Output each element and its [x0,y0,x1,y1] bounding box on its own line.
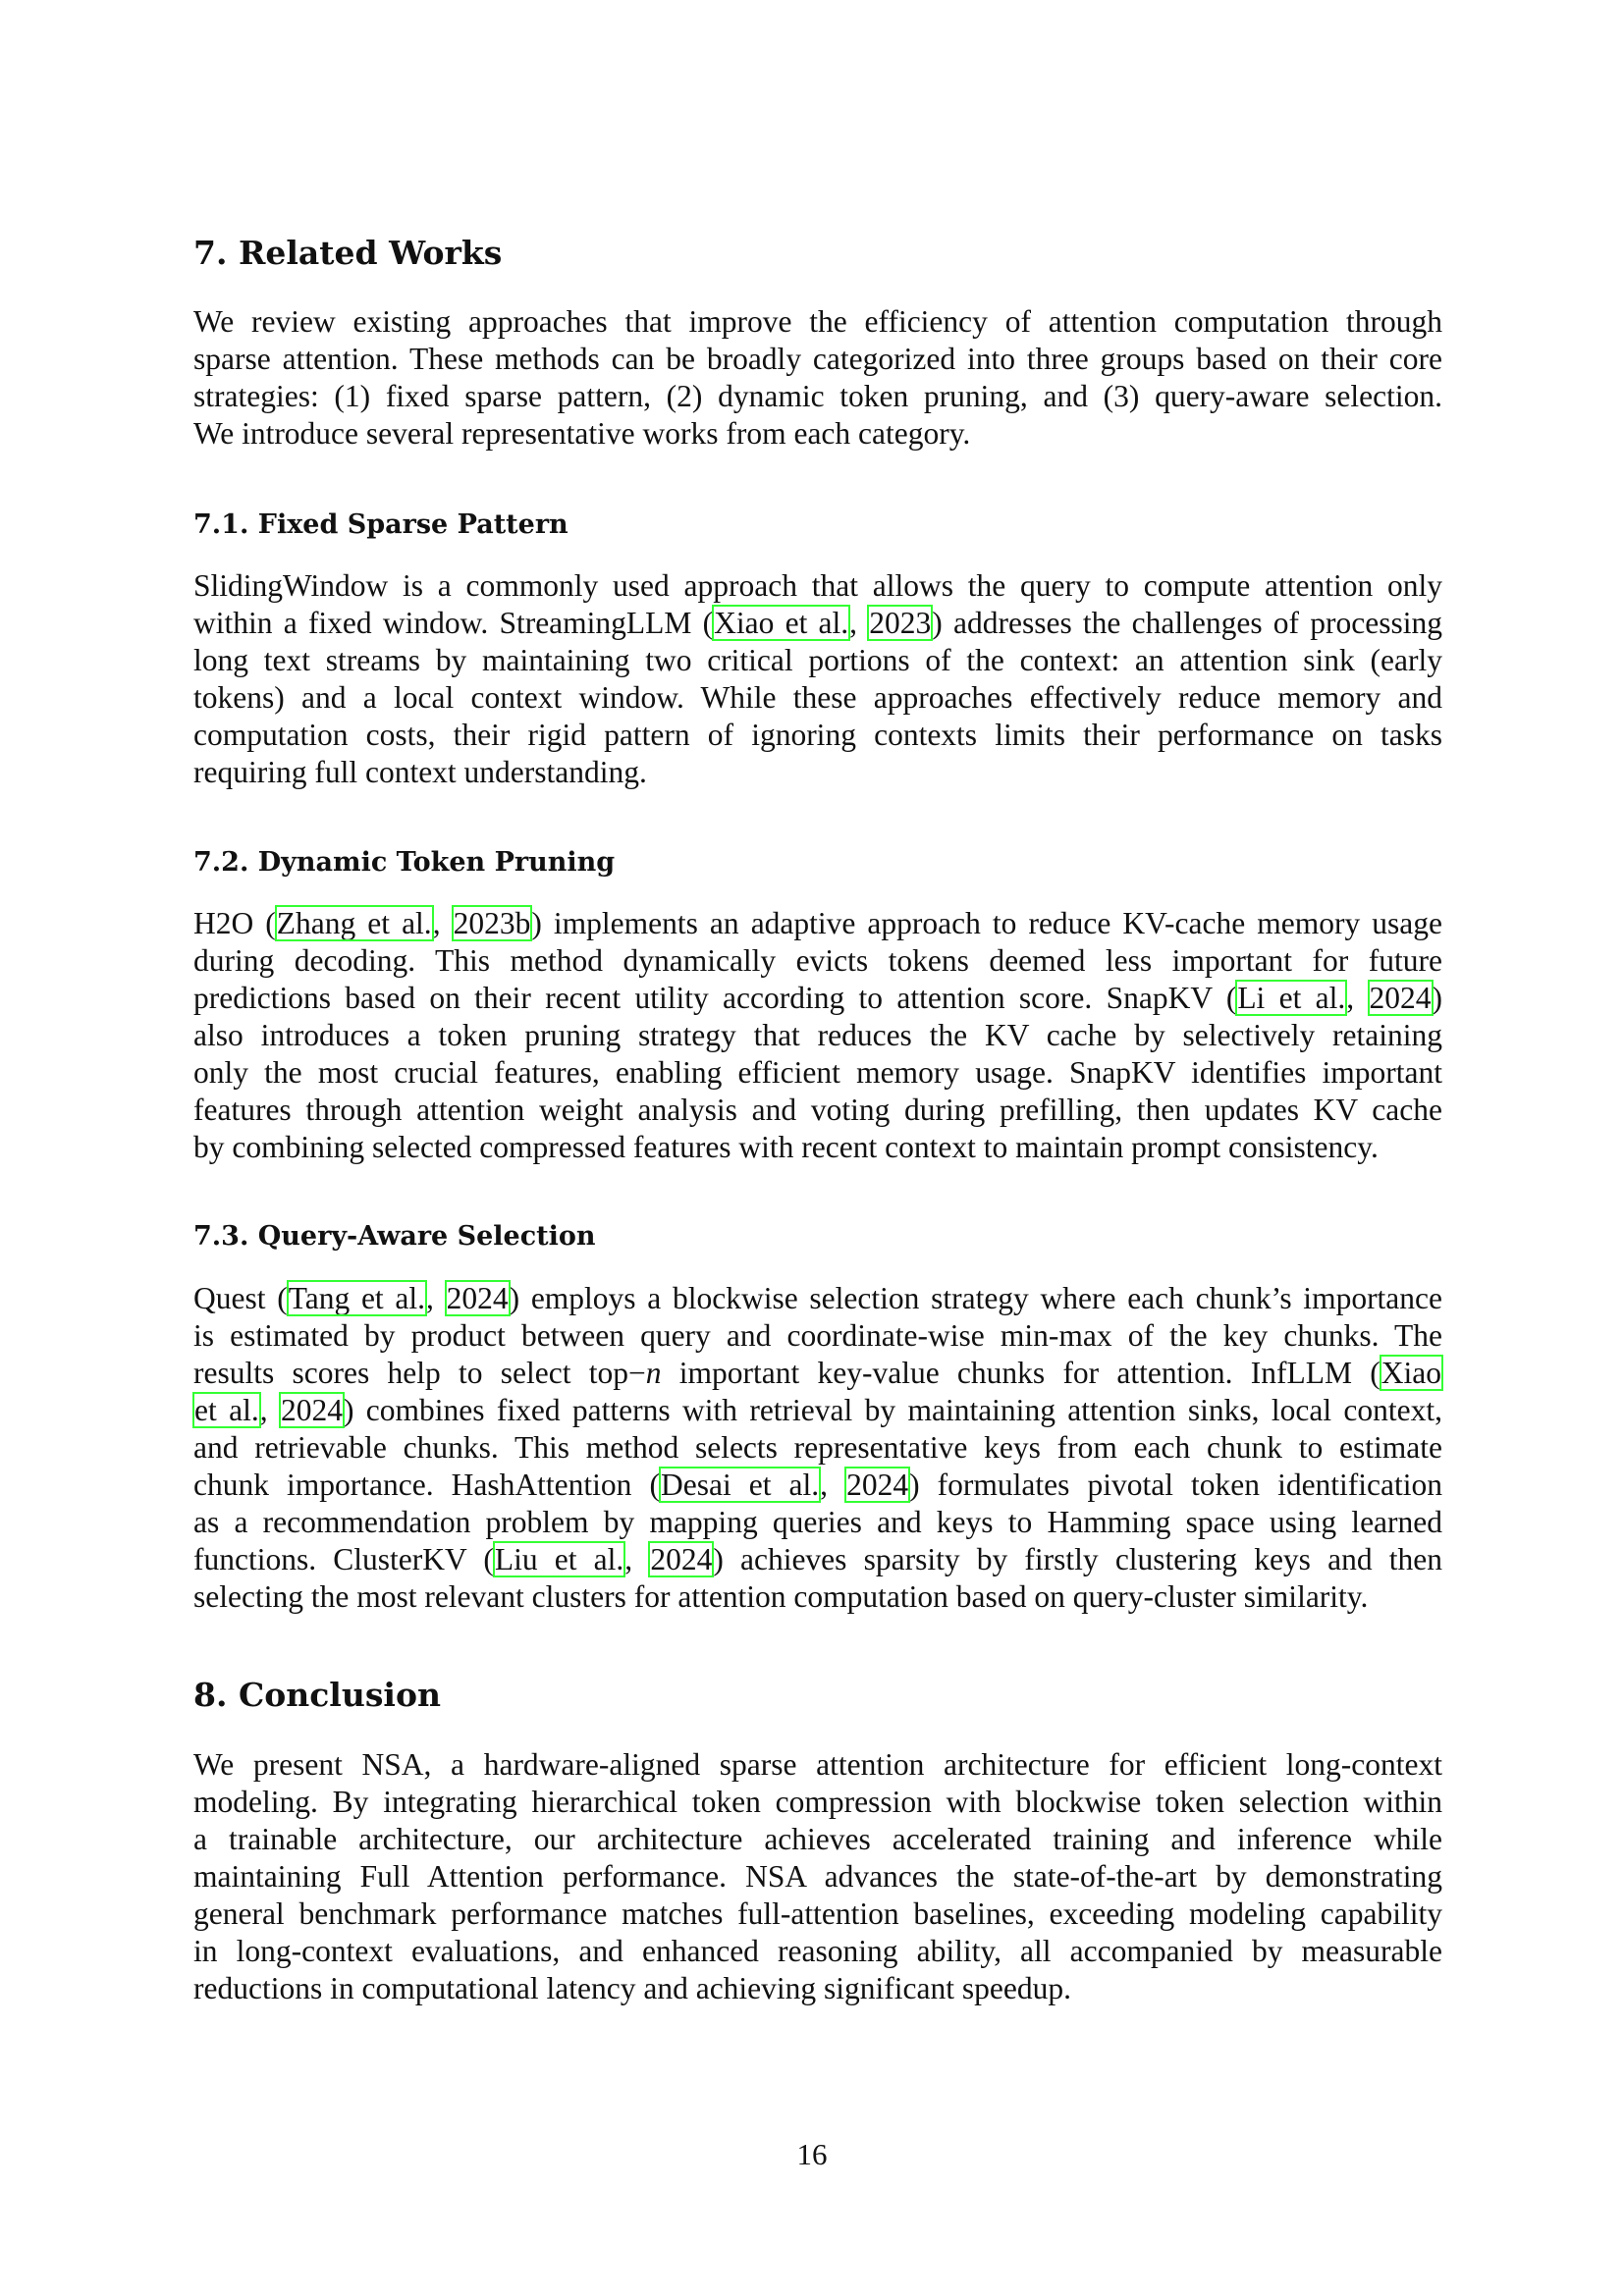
text-span: during decoding. This method dynamically evicts tokens deemed less important for future [193,943,1442,978]
text-span: a trainable architecture, our architecture achieves accelerated training and inference while [193,1822,1442,1856]
text-span: as a recommendation problem by mapping queries and keys to Hamming space using learned [193,1505,1442,1539]
text-span: important key-value chunks for attention. InfLLM ( [661,1356,1380,1390]
text-line [193,679,1442,717]
citation-year-link[interactable]: 2024 [846,1468,909,1502]
text-span: in long-context evaluations, and enhanced reasoning ability, all accompanied by measurable [193,1934,1442,1968]
text-span: general benchmark performance matches full-attention baselines, exceeding modeling capability [193,1896,1442,1931]
text-span: results scores help to select top− [193,1356,646,1390]
text-line [193,980,1442,1017]
subsection-heading-fixed-sparse-pattern: 7.1. Fixed Sparse Pattern [193,509,568,540]
text-span: We introduce several representative works from each category. [193,416,971,451]
paragraph-fixed-sparse-pattern [193,567,1442,791]
text-span: chunk importance. HashAttention ( [193,1468,660,1502]
text-line [193,905,1442,942]
text-span: , [426,1281,446,1315]
section-heading-conclusion: 8. Conclusion [193,1676,441,1714]
text-line [193,415,1442,453]
citation-year-link[interactable]: 2024 [650,1542,713,1576]
text-span: only the most crucial features, enabling efficient memory usage. SnapKV identifies important [193,1055,1442,1090]
text-span: tokens) and a local context window. While these approaches effectively reduce memory and [193,680,1442,715]
text-line [193,303,1442,341]
text-line [193,1578,1442,1616]
text-line [193,1054,1442,1092]
text-span: selecting the most relevant clusters for attention computation based on query-cluster similarity. [193,1579,1369,1614]
citation-link[interactable]: Liu et al. [494,1542,624,1576]
text-span: predictions based on their recent utility according to attention score. SnapKV ( [193,981,1237,1015]
text-span: Quest ( [193,1281,288,1315]
text-span: ) [1432,981,1442,1015]
text-span: ) implements an adaptive approach to reduce KV-cache memory usage [531,906,1442,940]
text-span: strategies: (1) fixed sparse pattern, (2) dynamic token pruning, and (3) query-aware selection. [193,379,1442,413]
text-line [193,1429,1442,1467]
text-span: is estimated by product between query and coordinate-wise min-max of the key chunks. The [193,1318,1442,1353]
text-line [193,1933,1442,1970]
text-span: , [624,1542,650,1576]
citation-year-link[interactable]: 2024 [1369,981,1432,1015]
text-line [193,754,1442,791]
text-line [193,1504,1442,1541]
text-line [193,1129,1442,1166]
paragraph-dynamic-token-pruning [193,905,1442,1166]
paragraph-query-aware-selection [193,1280,1442,1616]
text-line [193,1017,1442,1054]
citation-year-link[interactable]: 2024 [280,1393,343,1427]
text-span: We present NSA, a hardware-aligned sparse attention architecture for efficient long-context [193,1747,1442,1782]
text-span: , [820,1468,846,1502]
subsection-heading-dynamic-token-pruning: 7.2. Dynamic Token Pruning [193,847,616,878]
text-line [193,1280,1442,1317]
text-span: ) addresses the challenges of processing [932,606,1442,640]
section-heading-related-works: 7. Related Works [193,234,503,272]
text-span: functions. ClusterKV ( [193,1542,494,1576]
text-line [193,341,1442,378]
page-number: 16 [796,2137,828,2171]
citation-year-link[interactable]: 2023 [869,606,932,640]
text-span: maintaining Full Attention performance. NSA advances the state-of-the-art by demonstrating [193,1859,1442,1894]
citation-year-link[interactable]: 2023b [453,906,531,940]
citation-link[interactable]: et al. [194,1393,259,1427]
text-line [193,1541,1442,1578]
text-line [193,942,1442,980]
citation-link[interactable]: Li et al. [1237,981,1346,1015]
text-span: , [432,906,453,940]
text-span: requiring full context understanding. [193,755,647,789]
text-line [193,1896,1442,1933]
text-span: features through attention weight analysis and voting during prefilling, then updates KV cache [193,1093,1442,1127]
text-span: We review existing approaches that improve the efficiency of attention computation through [193,304,1442,339]
text-span: sparse attention. These methods can be broadly categorized into three groups based on their core [193,342,1442,376]
text-line [193,1317,1442,1355]
text-span: , [259,1393,280,1427]
citation-link[interactable]: Tang et al. [288,1281,426,1315]
text-line [193,567,1442,605]
citation-link[interactable]: Desai et al. [660,1468,820,1502]
text-line [193,642,1442,679]
citation-link[interactable]: Xiao et al. [714,606,849,640]
text-line [193,1746,1442,1784]
text-span: ) formulates pivotal token identification [909,1468,1443,1502]
text-span: computation costs, their rigid pattern of ignoring contexts limits their performance on tasks [193,718,1442,752]
citation-year-link[interactable]: 2024 [446,1281,509,1315]
text-line [193,1355,1442,1392]
text-span: by combining selected compressed features with recent context to maintain prompt consistency. [193,1130,1379,1164]
text-line [193,1858,1442,1896]
text-span: and retrievable chunks. This method selects representative keys from each chunk to estimate [193,1430,1442,1465]
text-span: , [849,606,869,640]
text-line [193,1970,1442,2007]
paragraph-related-works [193,303,1442,453]
text-span: ) achieves sparsity by firstly clustering keys and then [713,1542,1442,1576]
text-span: long text streams by maintaining two critical portions of the context: an attention sink (early [193,643,1442,677]
text-span: ) employs a blockwise selection strategy where each chunk’s importance [509,1281,1442,1315]
text-span: also introduces a token pruning strategy that reduces the KV cache by selectively retaining [193,1018,1442,1052]
text-line [193,1784,1442,1821]
math-variable: n [645,1356,662,1390]
citation-link[interactable]: Zhang et al. [276,906,432,940]
text-line [193,717,1442,754]
text-line [193,1392,1442,1429]
text-line [193,1821,1442,1858]
text-span: within a fixed window. StreamingLLM ( [193,606,714,640]
text-line [193,378,1442,415]
text-line [193,605,1442,642]
text-span: reductions in computational latency and achieving significant speedup. [193,1971,1071,2005]
text-span: H2O ( [193,906,276,940]
text-span: , [1346,981,1369,1015]
citation-link[interactable]: Xiao [1380,1356,1441,1390]
text-span: SlidingWindow is a commonly used approach that allows the query to compute attention only [193,568,1442,603]
subsection-heading-query-aware-selection: 7.3. Query-Aware Selection [193,1221,596,1252]
text-span: ) combines fixed patterns with retrieval by maintaining attention sinks, local context, [343,1393,1443,1427]
text-span: modeling. By integrating hierarchical token compression with blockwise token selection within [193,1785,1442,1819]
text-line [193,1467,1442,1504]
text-line [193,1092,1442,1129]
paragraph-conclusion [193,1746,1442,2007]
